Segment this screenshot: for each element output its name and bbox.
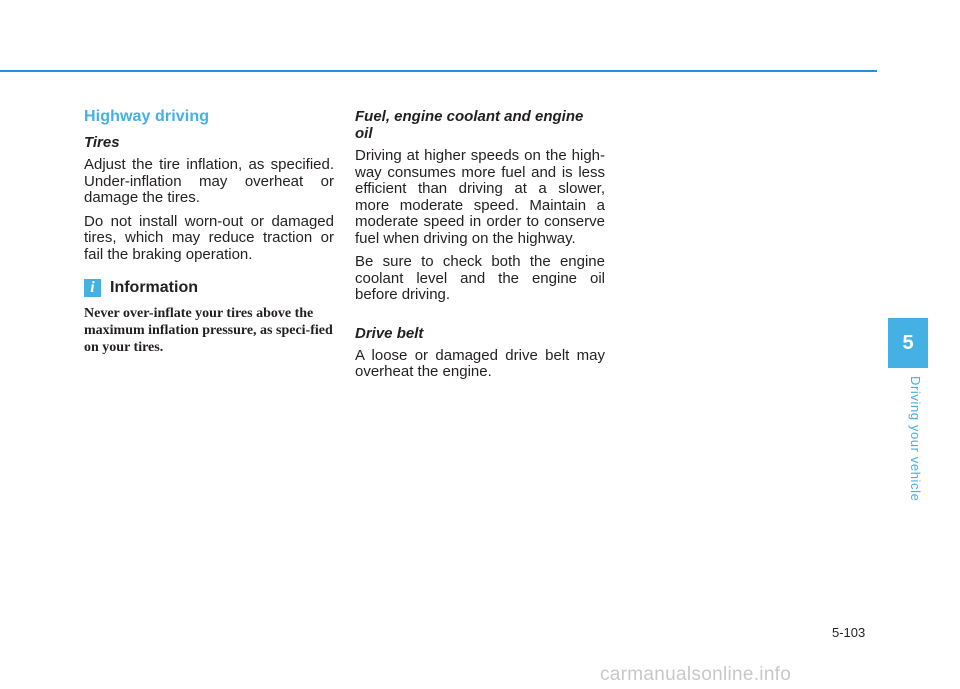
fuel-paragraph: Be sure to check both the engine coolant level and the engine oil before driving. — [355, 253, 605, 303]
drive-belt-paragraph: A loose or damaged drive belt may overheat the engine. — [355, 346, 605, 380]
header-rule — [0, 70, 877, 72]
left-column — [84, 108, 334, 356]
page-number: 5-103 — [832, 625, 866, 640]
information-header — [84, 279, 334, 297]
information-text: Never over-inflate your tires above the maximum inflation pressure, as speci-fied on your tires. — [84, 306, 333, 355]
information-title: Information — [110, 279, 198, 296]
chapter-number-tab: 5 — [888, 318, 928, 368]
section-title: Highway driving — [84, 108, 210, 125]
tires-paragraph: Adjust the tire inflation, as specified. Under-inflation may overheat or damage the tires. — [84, 156, 334, 206]
drive-belt-heading: Drive belt — [355, 324, 424, 342]
right-column — [355, 108, 605, 388]
tires-paragraph: Do not install worn-out or damaged tires, which may reduce traction or fail the braking operation. — [84, 212, 334, 263]
tires-heading: Tires — [84, 134, 120, 151]
watermark-text: carmanualsonline.info — [600, 664, 792, 685]
fuel-paragraph: Driving at higher speeds on the high-way consumes more fuel and is less efficient than driving at a slower, more moderate speed. Maintain a moderate speed in order to conserve fuel when driving on the highway. — [355, 147, 605, 247]
info-icon: i — [84, 279, 101, 297]
fuel-heading: Fuel, engine coolant and engine oil — [355, 108, 584, 142]
chapter-title: Driving your vehicle — [908, 376, 923, 502]
